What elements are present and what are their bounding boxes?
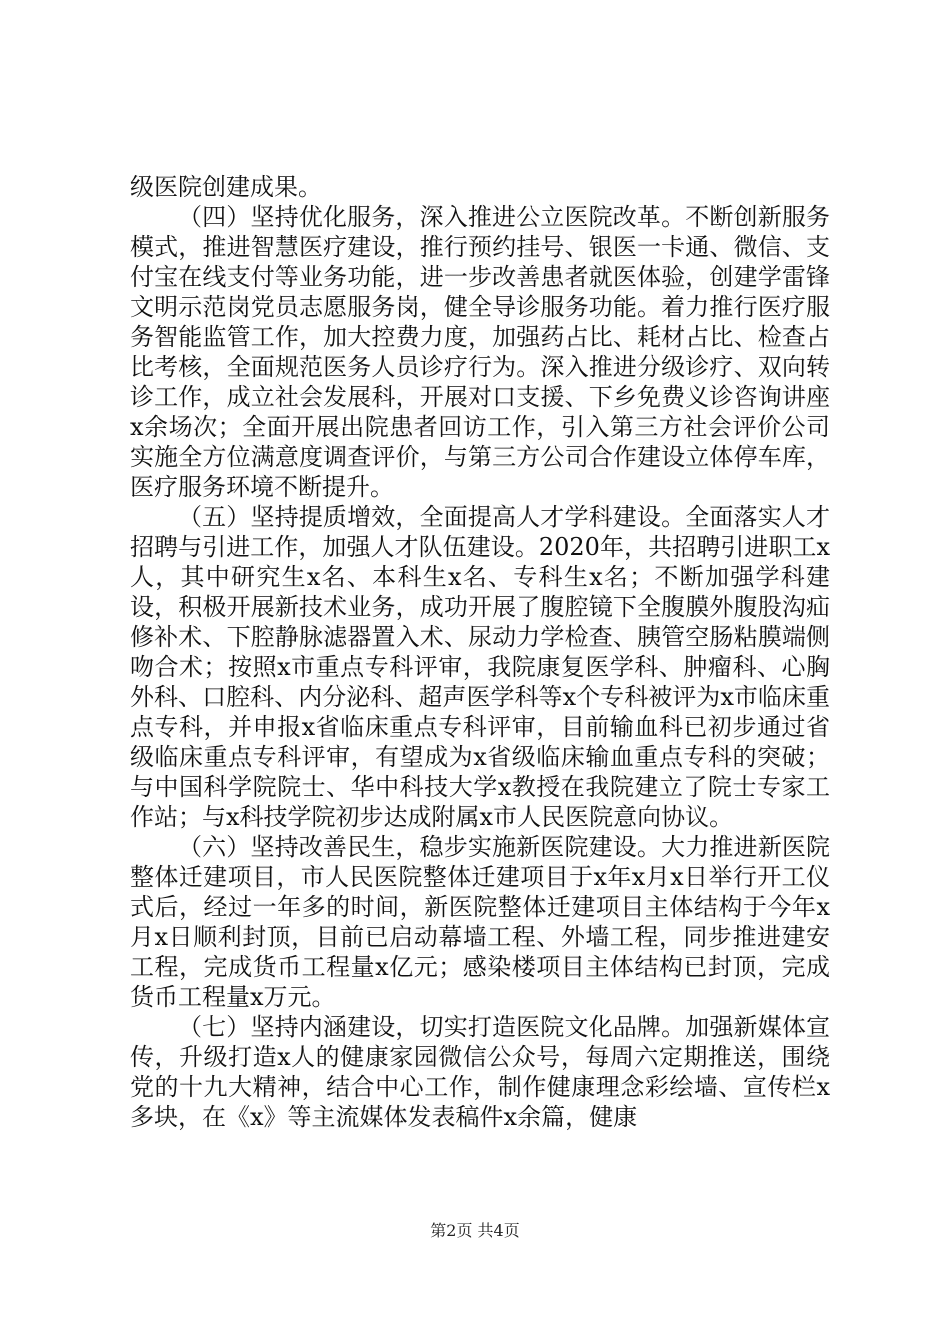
paragraph-continuation: 级医院创建成果。 bbox=[130, 173, 322, 201]
body-text bbox=[130, 172, 830, 1132]
paragraph-section-7: （七）坚持内涵建设，切实打造医院文化品牌。加强新媒体宣传，升级打造x人的健康家园微信公众号，每周六定期推送，围绕党的十九大精神，结合中心工作，制作健康理念彩绘墙、宣传栏x多块，在《x》等主流媒体发表稿件x余篇，健康 bbox=[130, 1013, 830, 1131]
page-footer: 第2页 共4页 bbox=[430, 1221, 520, 1240]
paragraph-section-6: （六）坚持改善民生，稳步实施新医院建设。大力推进新医院整体迁建项目，市人民医院整体迁建项目于x年x月x日举行开工仪式后，经过一年多的时间，新医院整体迁建项目主体结构于今年x月x日顺利封顶，目前已启动幕墙工程、外墙工程，同步推进建安工程，完成货币工程量x亿元；感染楼项目主体结构已封顶，完成货币工程量x万元。 bbox=[130, 833, 830, 1011]
paragraph-section-4: （四）坚持优化服务，深入推进公立医院改革。不断创新服务模式，推进智慧医疗建设，推行预约挂号、银医一卡通、微信、支付宝在线支付等业务功能，进一步改善患者就医体验，创建学雷锋文明示范岗党员志愿服务岗，健全导诊服务功能。着力推行医疗服务智能监管工作，加大控费力度，加强药占比、耗材占比、检查占比考核，全面规范医务人员诊疗行为。深入推进分级诊疗、双向转诊工作，成立社会发展科，开展对口支援、下乡免费义诊咨询讲座x余场次；全面开展出院患者回访工作，引入第三方社会评价公司实施全方位满意度调查评价，与第三方公司合作建设立体停车库，医疗服务环境不断提升。 bbox=[130, 203, 830, 501]
paragraph-section-5: （五）坚持提质增效，全面提高人才学科建设。全面落实人才招聘与引进工作，加强人才队伍建设。2020年，共招聘引进职工x人，其中研究生x名、本科生x名、专科生x名；不断加强学科建设，积极开展新技术业务，成功开展了腹腔镜下全腹膜外腹股沟疝修补术、下腔静脉滤器置入术、尿动力学检查、胰管空肠粘膜端侧吻合术；按照x市重点专科评审，我院康复医学科、肿瘤科、心胸外科、口腔科、内分泌科、超声医学科等x个专科被评为x市临床重点专科，并申报x省临床重点专科评审，目前输血科已初步通过省级临床重点专科评审，有望成为x省级临床输血重点专科的突破；与中国科学院院士、华中科技大学x教授在我院建立了院士专家工作站；与x科技学院初步达成附属x市人民医院意向协议。 bbox=[130, 503, 830, 831]
